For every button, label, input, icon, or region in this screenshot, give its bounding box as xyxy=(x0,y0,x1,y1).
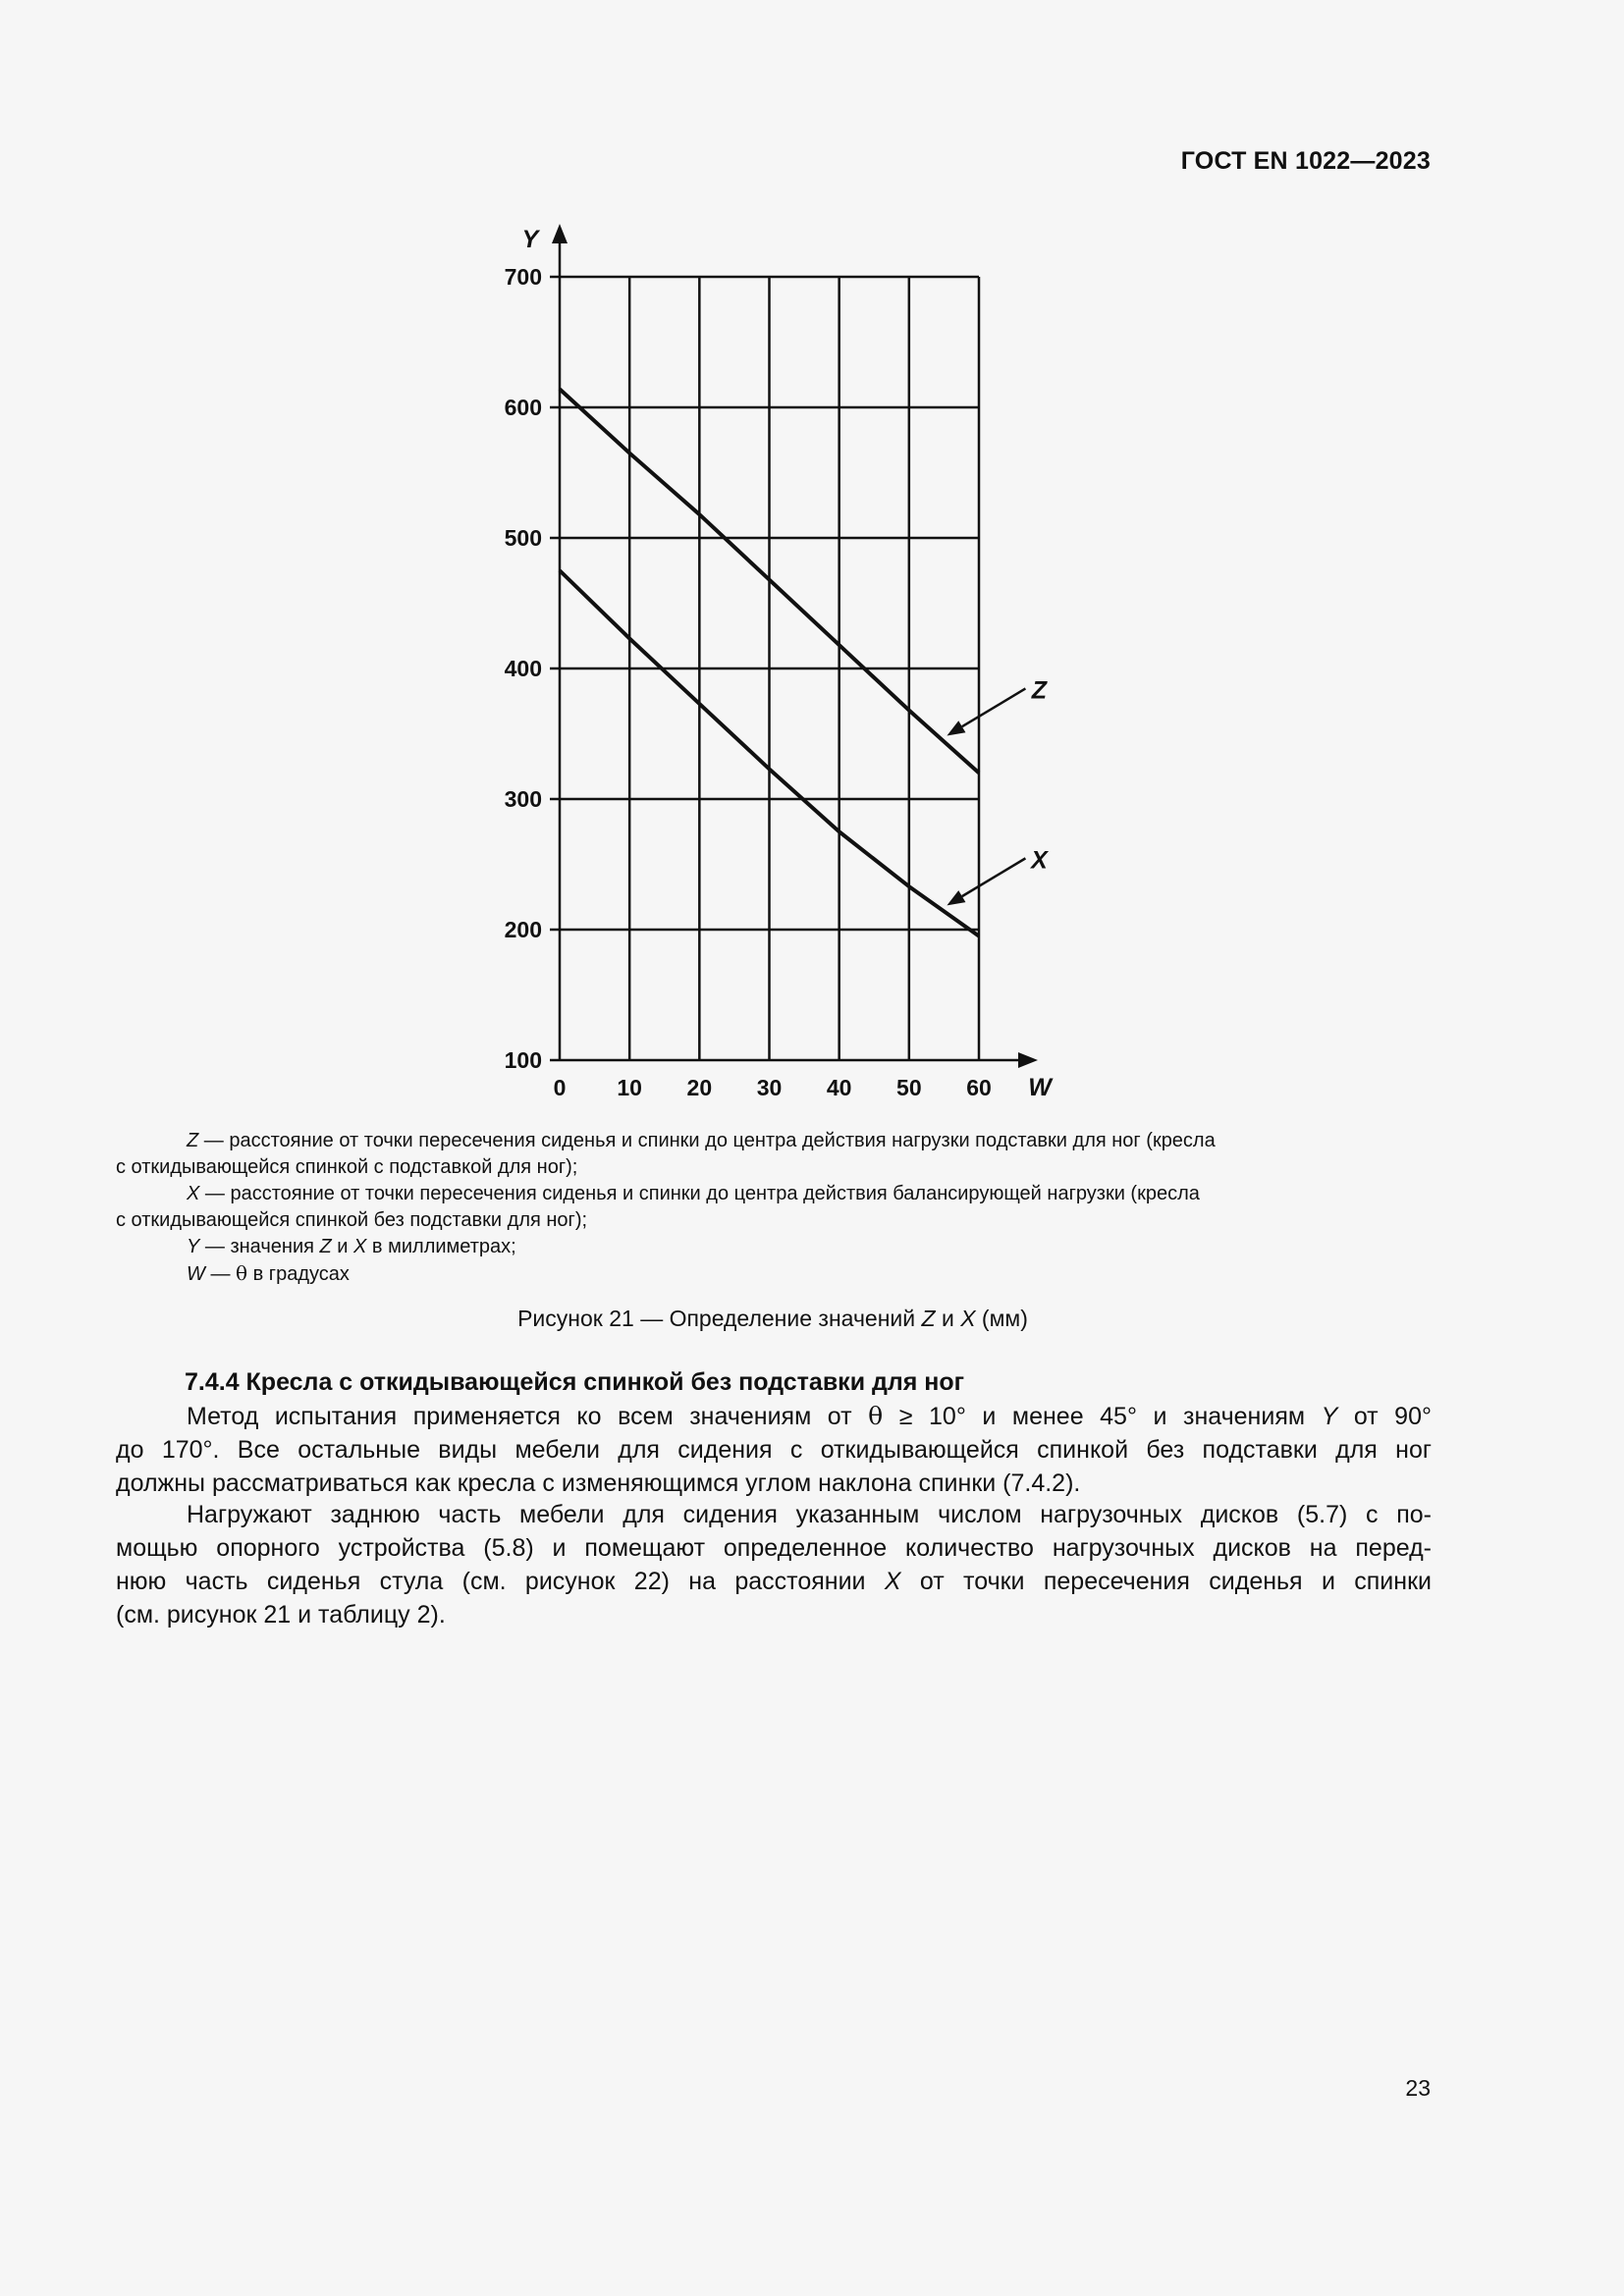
x-tick-label: 0 xyxy=(553,1075,567,1100)
paragraph-line: Метод испытания применяется ко всем значениям от θ ≥ 10° и менее 45° и значениям Y от 90° xyxy=(187,1402,1432,1430)
legend-z: Z — расстояние от точки пересечения сиденья и спинки до центра действия нагрузки подставки для ног (кресла xyxy=(187,1130,1216,1151)
series-arrowhead-z xyxy=(947,721,965,735)
figure-21-chart xyxy=(471,218,1080,1121)
figure-caption: Рисунок 21 — Определение значений Z и X (мм) xyxy=(517,1306,1028,1331)
y-axis-label: Y xyxy=(521,226,539,253)
y-tick-label: 100 xyxy=(504,1047,542,1073)
axes xyxy=(550,224,1038,1068)
paragraph-loading xyxy=(116,1498,1432,1631)
y-tick-label: 700 xyxy=(504,264,542,290)
x-tick-label: 10 xyxy=(617,1075,642,1100)
x-axis-arrow xyxy=(1018,1052,1038,1068)
paragraph-line: мощью опорного устройства (5.8) и помещают определенное количество нагрузочных дисков на перед- xyxy=(116,1534,1432,1562)
x-tick-label: 20 xyxy=(686,1075,713,1100)
x-tick-label: 40 xyxy=(826,1075,852,1100)
chart-svg xyxy=(471,218,1080,1121)
page-number: 23 xyxy=(1405,2075,1431,2101)
x-axis-label: W xyxy=(1028,1074,1052,1101)
y-tick-label: 300 xyxy=(504,786,542,812)
standard-designation: ГОСТ EN 1022—2023 xyxy=(1180,147,1431,175)
series-leader-z xyxy=(962,688,1026,726)
x-tick-label: 30 xyxy=(756,1075,783,1100)
paragraph-line: Нагружают заднюю часть мебели для сидения указанным числом нагрузочных дисков (5.7) с по- xyxy=(187,1501,1432,1528)
y-tick-label: 600 xyxy=(504,395,542,420)
series-leader-x xyxy=(962,858,1026,896)
legend-y: Y — значения Z и X в миллиметрах; xyxy=(187,1236,516,1257)
figure-legend xyxy=(116,1128,1333,1288)
y-tick-label: 200 xyxy=(504,917,542,942)
x-tick-label: 50 xyxy=(896,1075,922,1100)
series-arrowhead-x xyxy=(947,890,965,905)
paragraph-line: нюю часть сиденья стула (см. рисунок 22) на расстоянии X от точки пересечения сиденья и спинки xyxy=(116,1568,1432,1595)
legend-z-cont: с откидывающейся спинкой с подставкой для ног); xyxy=(116,1156,578,1178)
y-tick-label: 500 xyxy=(504,525,542,551)
y-tick-label: 400 xyxy=(504,656,542,681)
legend-w: W — θ в градусах xyxy=(187,1261,350,1285)
x-tick-label: 60 xyxy=(966,1075,992,1100)
grid xyxy=(560,277,979,1060)
y-axis-arrow xyxy=(552,224,568,243)
paragraph-line: должны рассматриваться как кресла с изменяющимся углом наклона спинки (7.4.2). xyxy=(116,1469,1081,1497)
section-heading: 7.4.4 Кресла с откидывающейся спинкой без подставки для ног xyxy=(185,1368,965,1396)
legend-x: X — расстояние от точки пересечения сиденья и спинки до центра действия балансирующей нагрузки (кресла xyxy=(187,1183,1200,1204)
legend-x-cont: с откидывающейся спинкой без подставки для ног); xyxy=(116,1209,588,1231)
paragraph-line: (см. рисунок 21 и таблицу 2). xyxy=(116,1601,446,1629)
series-label-z: Z xyxy=(1031,676,1048,705)
paragraph-method xyxy=(116,1400,1432,1500)
series-label-x: X xyxy=(1031,846,1048,875)
tick-labels xyxy=(505,226,1055,1101)
paragraph-line: до 170°. Все остальные виды мебели для сидения с откидывающейся спинкой без подставки для ног xyxy=(116,1436,1432,1464)
